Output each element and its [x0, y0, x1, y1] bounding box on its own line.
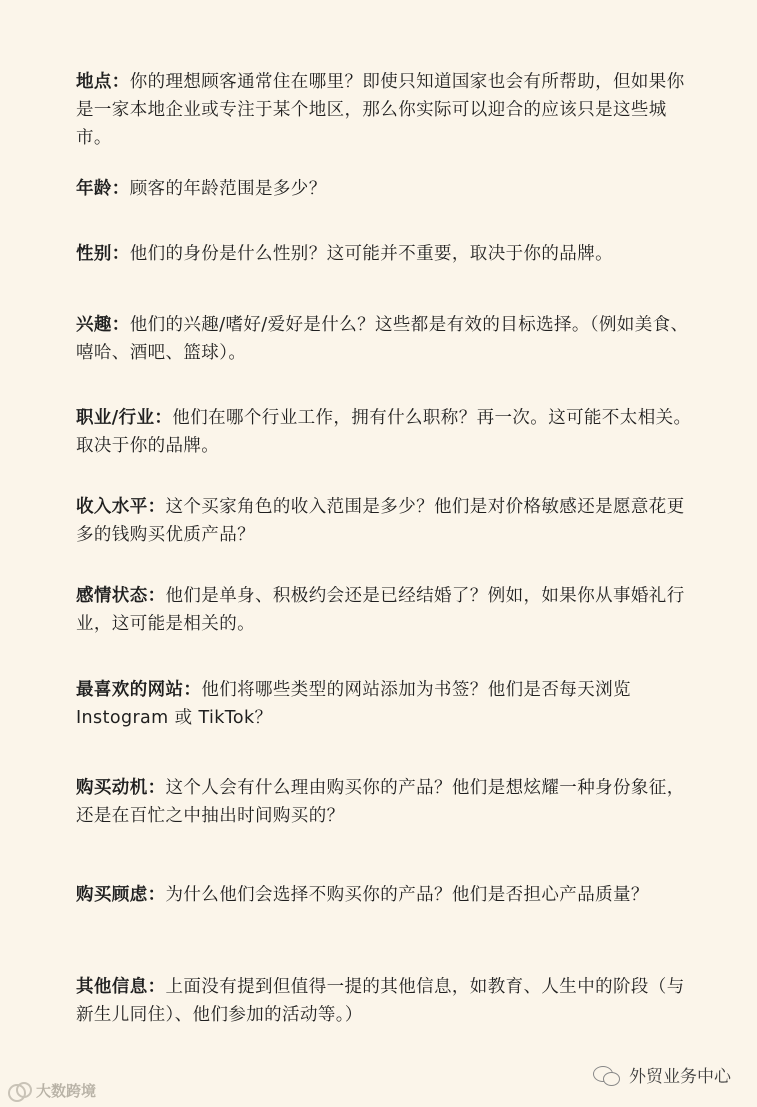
- item-label: 最喜欢的网站：: [76, 680, 202, 700]
- item-text: 这个人会有什么理由购买你的产品？他们是想炫耀一种身份象征，还是在百忙之中抽出时间购买的？: [76, 778, 685, 826]
- item-label: 年龄：: [76, 179, 130, 199]
- item-label: 感情状态：: [76, 586, 166, 606]
- item-text: 他们将哪些类型的网站添加为书签？他们是否每天浏览 Instogram 或 TikTok？: [76, 680, 631, 728]
- list-item: [76, 582, 696, 638]
- list-item: [76, 973, 696, 1029]
- item-text: 上面没有提到但值得一提的其他信息，如教育、人生中的阶段（与新生儿同住）、他们参加的活动等。）: [76, 977, 685, 1025]
- item-text: 你的理想顾客通常住在哪里？即使只知道国家也会有所帮助，但如果你是一家本地企业或专注于某个地区，那么你实际可以迎合的应该只是这些城市。: [76, 72, 685, 148]
- brand-logo-icon: [8, 1082, 32, 1100]
- item-label: 其他信息：: [76, 977, 166, 997]
- list-item: [76, 493, 696, 549]
- list-item: [76, 311, 696, 367]
- list-item: [76, 240, 613, 268]
- list-item: [76, 774, 696, 830]
- wechat-account-name: 外贸业务中心: [629, 1067, 731, 1087]
- list-item: [76, 881, 649, 909]
- item-label: 兴趣：: [76, 315, 130, 335]
- wechat-watermark: [593, 1062, 731, 1087]
- list-item: [76, 676, 696, 732]
- item-label: 收入水平：: [76, 497, 166, 517]
- item-label: 性别：: [76, 244, 130, 264]
- wechat-icon: [593, 1064, 621, 1086]
- item-text: 他们的兴趣/嗜好/爱好是什么？这些都是有效的目标选择。（例如美食、嘻哈、酒吧、篮球）。: [76, 315, 689, 363]
- list-item: [76, 175, 327, 203]
- item-text: 这个买家角色的收入范围是多少？他们是对价格敏感还是愿意花更多的钱购买优质产品？: [76, 497, 685, 545]
- item-text: 顾客的年龄范围是多少？: [129, 179, 327, 199]
- item-label: 购买动机：: [76, 778, 166, 798]
- site-watermark-text: 大数跨境: [36, 1082, 97, 1100]
- site-watermark: [8, 1080, 96, 1101]
- item-label: 购买顾虑：: [76, 885, 166, 905]
- list-item: [76, 404, 696, 460]
- item-text: 他们是单身、积极约会还是已经结婚了？例如，如果你从事婚礼行业，这可能是相关的。: [76, 586, 685, 634]
- item-label: 地点：: [76, 72, 130, 92]
- list-item: [76, 68, 696, 152]
- item-text: 他们的身份是什么性别？这可能并不重要，取决于你的品牌。: [129, 244, 614, 264]
- item-text: 他们在哪个行业工作，拥有什么职称？再一次。这可能不太相关。取决于你的品牌。: [76, 408, 692, 456]
- item-text: 为什么他们会选择不购买你的产品？他们是否担心产品质量？: [165, 885, 649, 905]
- item-label: 职业/行业：: [76, 408, 173, 428]
